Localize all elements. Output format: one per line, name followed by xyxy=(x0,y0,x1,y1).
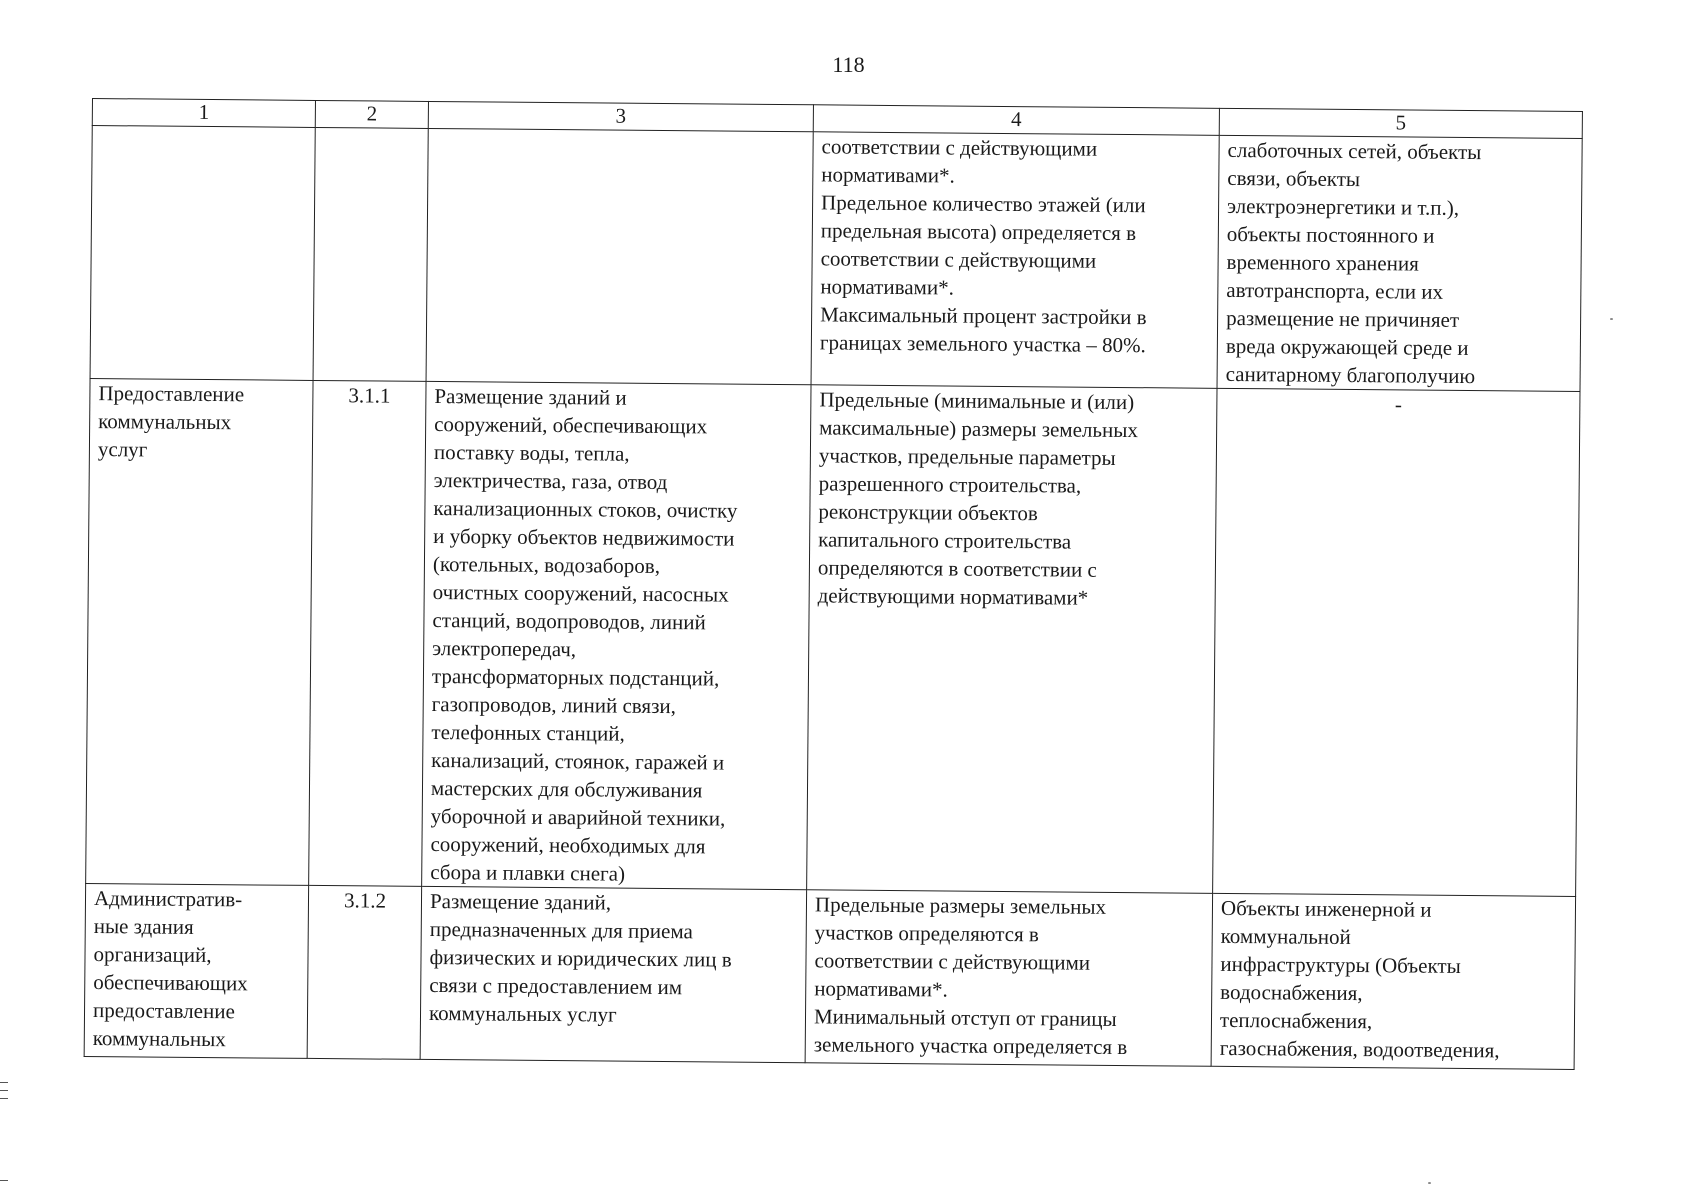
use-type-cell xyxy=(90,126,315,381)
code-cell xyxy=(313,127,428,381)
scan-speck xyxy=(1610,318,1613,320)
auxiliary-use-cell: - xyxy=(1213,388,1580,896)
parameters-cell: Предельные (минимальные и (или) максимальные) размеры земельных участков, предельные параметры разрешенного строительства, реконструкции объектов капитального строительства определяются в соответствии с действующими нормативами* xyxy=(807,385,1217,894)
scan-margin-mark xyxy=(0,1090,8,1091)
description-cell xyxy=(426,128,813,384)
code-cell: 3.1.1 xyxy=(309,380,426,886)
page-number: 118 xyxy=(832,52,865,77)
table-row xyxy=(84,883,1575,1069)
table-row xyxy=(90,126,1582,392)
column-header: 4 xyxy=(813,105,1219,136)
scan-speck xyxy=(1428,1182,1431,1184)
column-header: 5 xyxy=(1219,108,1582,138)
description-cell: Размещение зданий и сооружений, обеспечивающих поставку воды, тепла, электричества, газа, отвод канализационных стоков, очистку и уборку объектов недвижимости (котельных, водозаборов, очистных сооружений, насосных станций, водопроводов, линий электропередач, трансформаторных подстанций, газопроводов, линий связи, телефонных станций, канализаций, стоянок, гаражей и мастерских для обслуживания уборочной и аварийной техники, сооружений, необходимых для сбора и плавки снега) xyxy=(422,381,811,889)
description-cell: Размещение зданий, предназначенных для приема физических и юридических лиц в связи с предоставлением им коммунальных услуг xyxy=(420,886,806,1062)
scan-margin-mark xyxy=(0,1180,8,1181)
column-header: 2 xyxy=(315,100,428,128)
code-cell: 3.1.2 xyxy=(307,885,422,1059)
use-type-cell: Предоставление коммунальных услуг xyxy=(86,378,313,885)
auxiliary-use-cell: Объекты инженерной и коммунальной инфраструктуры (Объекты водоснабжения, теплоснабжения, газоснабжения, водоотведения, xyxy=(1211,893,1575,1069)
column-header: 1 xyxy=(92,99,315,128)
parameters-cell: Предельные размеры земельных участков определяются в соответствии с действующими нормативами*. Минимальный отступ от границы земельного участка определяется в xyxy=(805,890,1212,1067)
auxiliary-use-cell: слаботочных сетей, объекты связи, объекты электроэнергетики и т.п.), объекты постоянного и временного хранения автотранспорта, если их размещение не причиняет вреда окружающей среде и санитарному благополучию xyxy=(1217,135,1582,391)
use-type-cell: Административ- ные здания организаций, обеспечивающих предоставление коммунальных xyxy=(84,883,309,1058)
table-row xyxy=(86,378,1580,896)
parameters-cell: соответствии с действующими нормативами*. Предельное количество этажей (или предельная высота) определяется в соответствии с действующими нормативами*. Максимальный процент застройки в границах земельного участка – 80%. xyxy=(811,132,1219,389)
scan-margin-mark xyxy=(0,1098,8,1099)
column-header: 3 xyxy=(428,101,813,131)
land-use-table xyxy=(84,98,1583,1070)
scan-margin-mark xyxy=(0,1082,8,1083)
